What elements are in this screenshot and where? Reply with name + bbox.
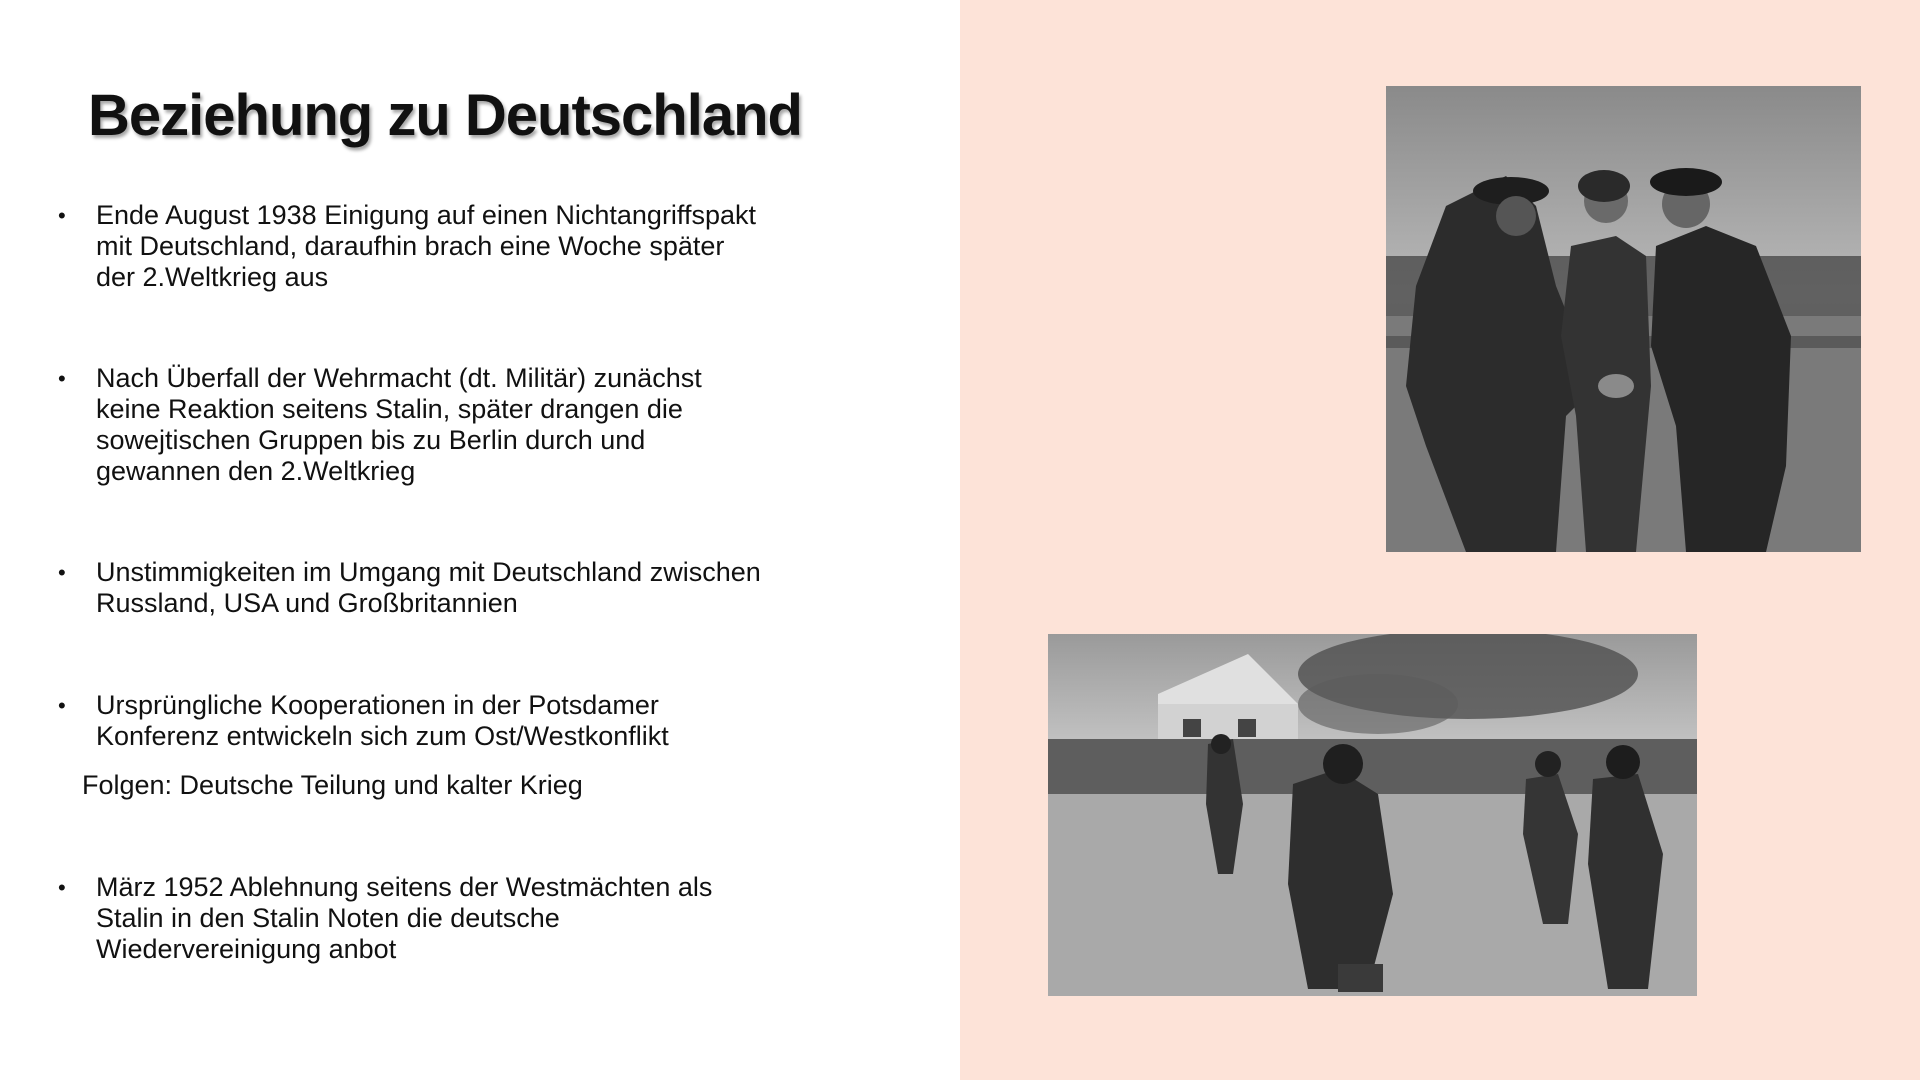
bullet-text: Nach Überfall der Wehrmacht (dt. Militär) zunächst keine Reaktion seitens Stalin, später drangen die sowejtischen Gruppen bis zu Berlin durch und gewannen den 2.Weltkrieg	[96, 363, 702, 486]
slide-title: Beziehung zu Deutschland	[88, 83, 802, 148]
bullet-item	[58, 872, 858, 965]
bullet-item	[58, 557, 858, 619]
bullet-text: Ende August 1938 Einigung auf einen Nichtangriffspakt mit Deutschland, daraufhin brach eine Woche später der 2.Weltkrieg aus	[96, 200, 756, 292]
bullet-text: März 1952 Ablehnung seitens der Westmächten als Stalin in den Stalin Noten die deutsche Wiedervereinigung anbot	[96, 872, 713, 964]
photo-soldiers-graphic	[1048, 634, 1697, 996]
bullet-text: Unstimmigkeiten im Umgang mit Deutschland zwischen Russland, USA und Großbritannien	[96, 557, 761, 618]
bullet-dot: •	[58, 693, 66, 718]
photo-handshake-graphic	[1386, 86, 1861, 552]
followup-text: Folgen: Deutsche Teilung und kalter Krieg	[82, 770, 583, 800]
photo-soldiers	[1048, 634, 1697, 996]
bullet-dot: •	[58, 875, 66, 900]
photo-handshake	[1386, 86, 1861, 552]
bullet-dot: •	[58, 560, 66, 585]
bullet-dot: •	[58, 203, 66, 228]
bullet-dot: •	[58, 366, 66, 391]
bullet-item	[58, 363, 858, 487]
bullet-text: Ursprüngliche Kooperationen in der Potsdamer Konferenz entwickeln sich zum Ost/Westkonflikt	[96, 690, 669, 751]
bullet-item	[58, 690, 858, 752]
bullet-item	[58, 200, 858, 293]
